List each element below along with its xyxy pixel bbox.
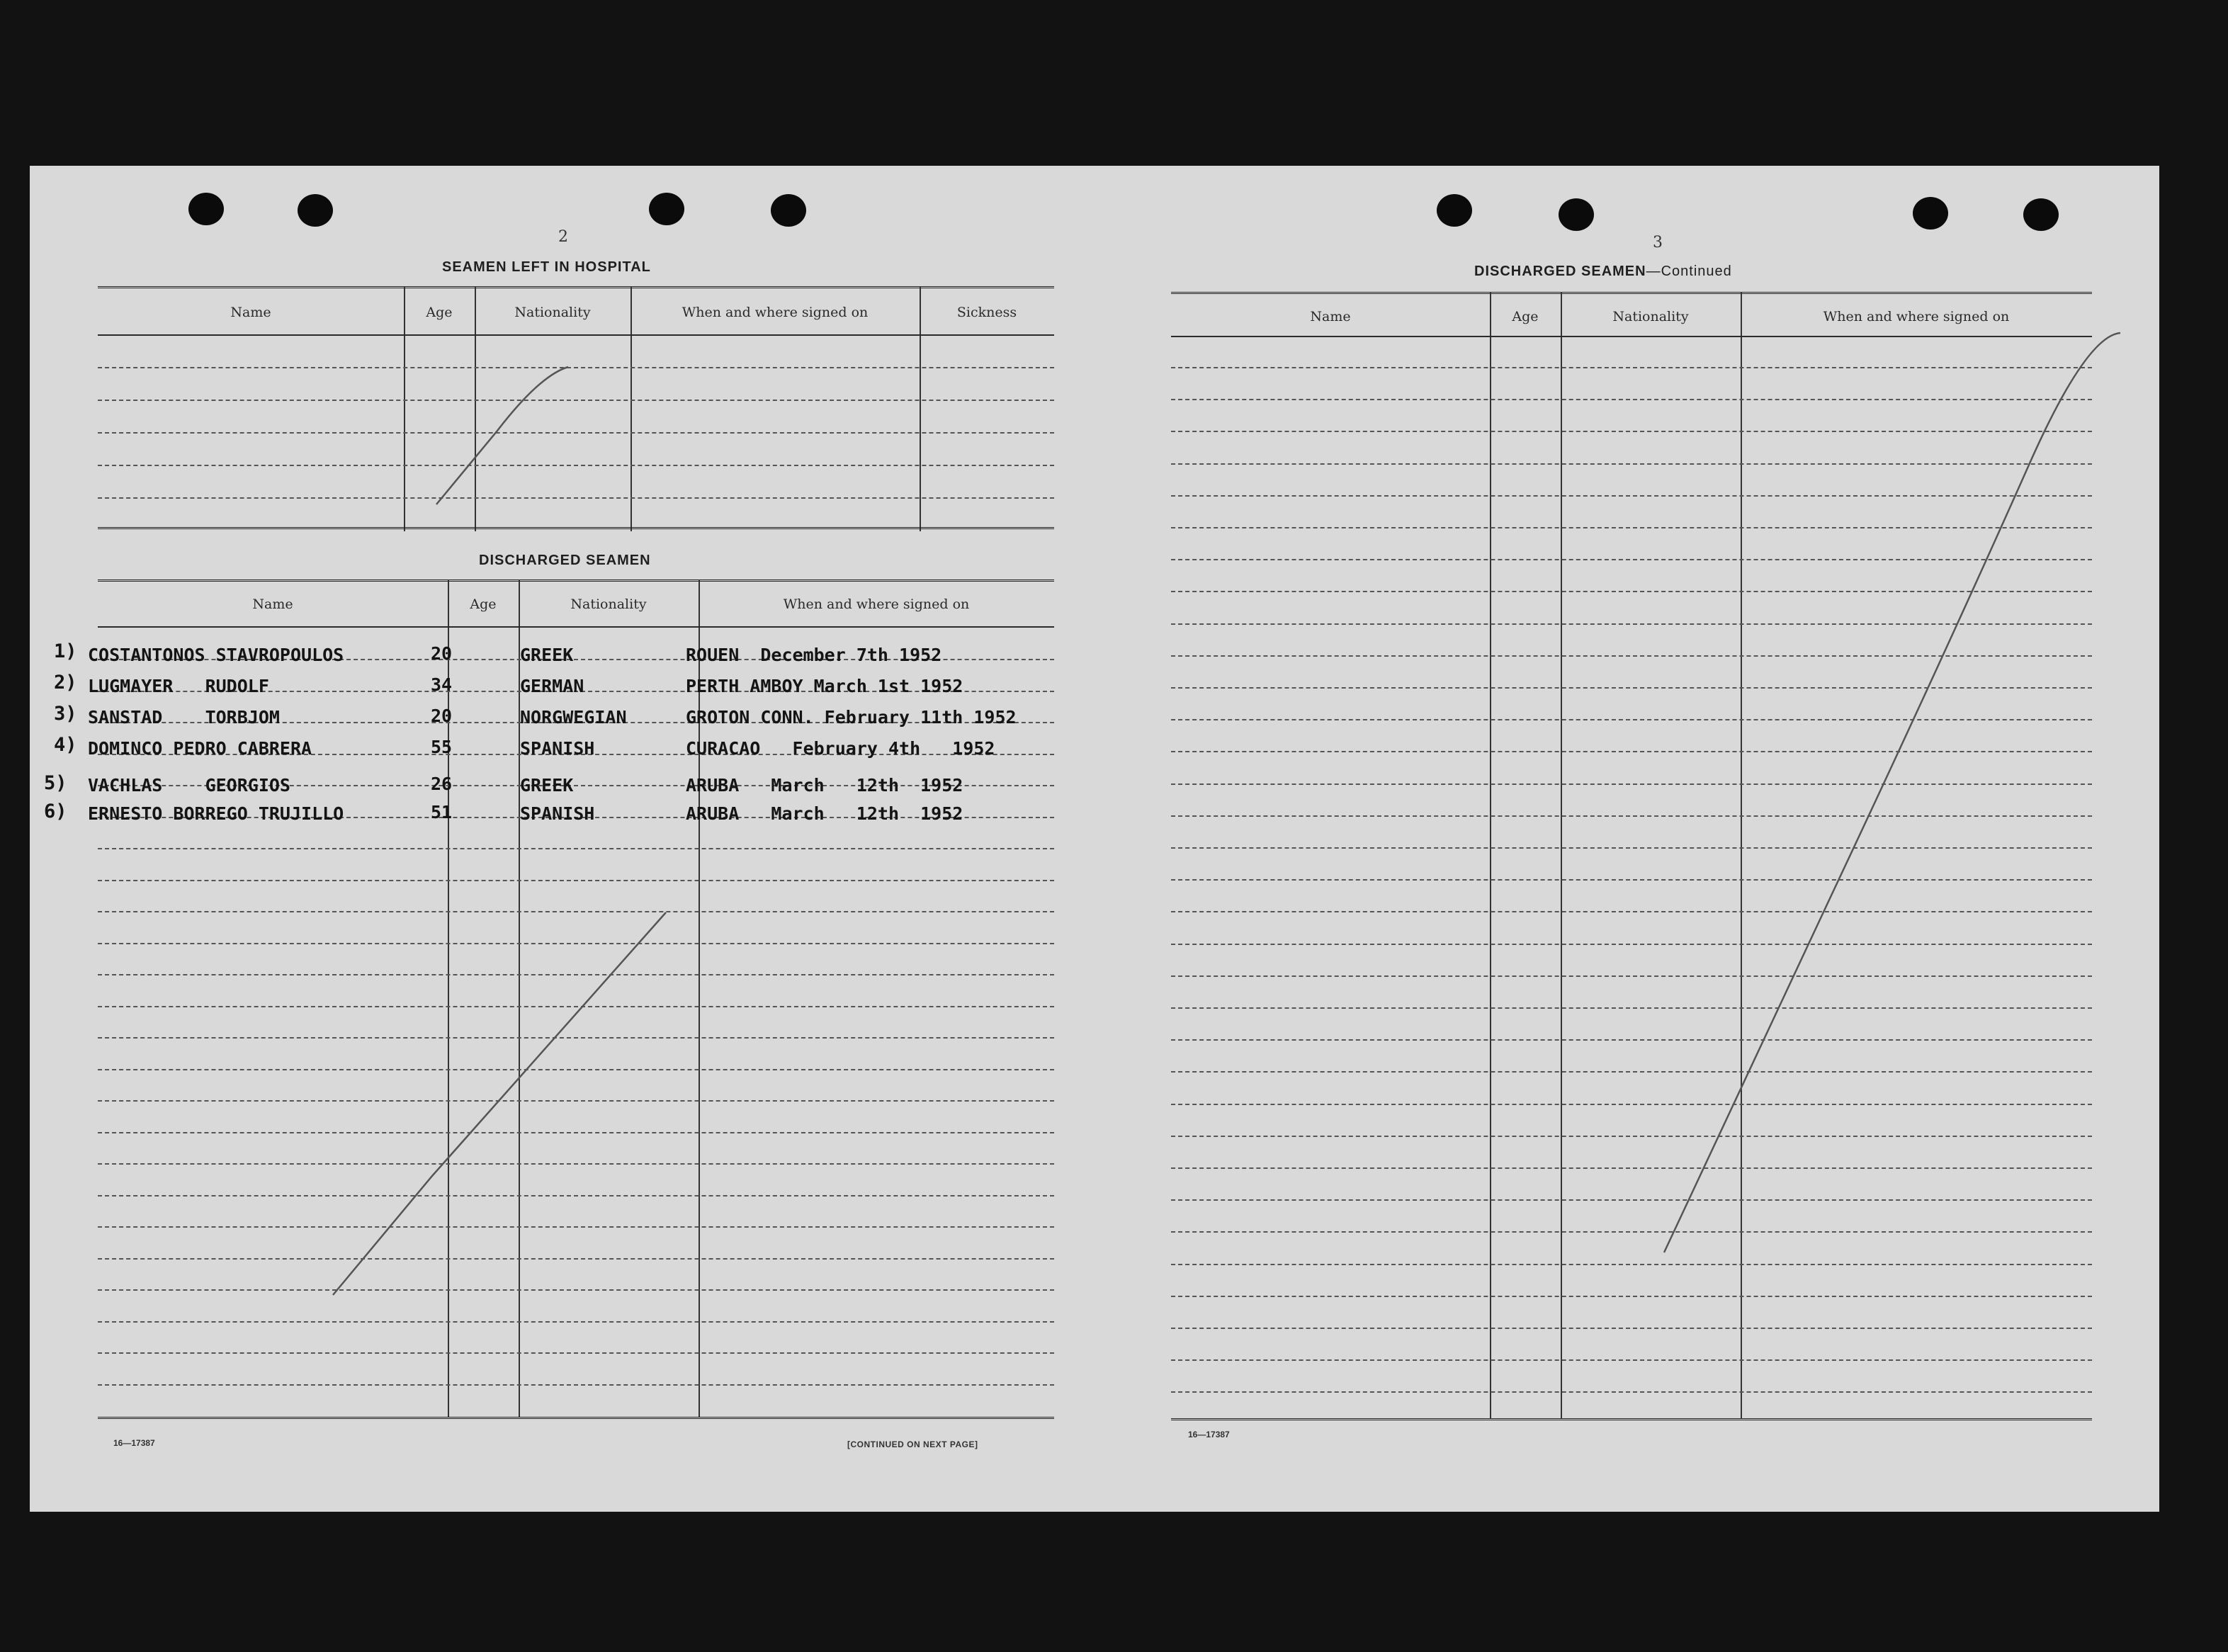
row-number: 2) xyxy=(54,672,77,694)
seaman-signed-on: ROUEN December 7th 1952 xyxy=(686,645,942,665)
seaman-nationality: NORGWEGIAN xyxy=(520,707,627,728)
continued-note: [CONTINUED ON NEXT PAGE] xyxy=(847,1439,978,1449)
seaman-signed-on: GROTON CONN. February 11th 1952 xyxy=(686,707,1017,728)
left-page xyxy=(30,166,1095,1512)
col-header-signed-on: When and where signed on xyxy=(783,596,970,612)
col-header-age: Age xyxy=(426,305,453,320)
col-header-name: Name xyxy=(252,596,293,612)
col-header-nationality: Nationality xyxy=(570,596,647,612)
col-header-name: Name xyxy=(230,305,271,320)
seaman-name: COSTANTONOS STAVROPOULOS xyxy=(88,645,344,665)
seaman-age: 51 xyxy=(431,802,453,822)
discharged-section-title: DISCHARGED SEAMEN xyxy=(479,553,651,568)
seaman-nationality: GREEK xyxy=(520,775,574,796)
col-header-nationality: Nationality xyxy=(1612,309,1689,324)
seaman-nationality: SPANISH xyxy=(520,803,595,824)
document-sheet xyxy=(30,166,2159,1512)
seaman-age: 26 xyxy=(431,774,453,794)
hospital-section-title: SEAMEN LEFT IN HOSPITAL xyxy=(442,259,651,275)
col-header-name: Name xyxy=(1310,309,1351,324)
seaman-age: 34 xyxy=(431,674,453,695)
page-number: 3 xyxy=(1653,234,1663,251)
col-header-sickness: Sickness xyxy=(956,305,1017,320)
col-header-signed-on: When and where signed on xyxy=(1823,309,2010,324)
seaman-signed-on: ARUBA March 12th 1952 xyxy=(686,803,963,824)
seaman-name: VACHLAS GEORGIOS xyxy=(88,775,290,796)
row-number: 1) xyxy=(54,640,77,662)
seaman-name: ERNESTO BORREGO TRUJILLO xyxy=(88,803,344,824)
seaman-signed-on: ARUBA March 12th 1952 xyxy=(686,775,963,796)
page-title-main: DISCHARGED SEAMEN xyxy=(1474,264,1646,279)
row-number: 3) xyxy=(54,703,77,725)
seaman-nationality: GERMAN xyxy=(520,676,584,696)
right-page xyxy=(1095,166,2159,1512)
seaman-age: 55 xyxy=(431,737,453,757)
seaman-name: DOMINCO PEDRO CABRERA xyxy=(88,738,312,759)
row-number: 5) xyxy=(44,772,67,794)
seaman-age: 20 xyxy=(431,706,453,726)
col-header-age: Age xyxy=(470,596,497,612)
seaman-signed-on: PERTH AMBOY March 1st 1952 xyxy=(686,676,963,696)
page-title-continued: —Continued xyxy=(1646,264,1732,279)
row-number: 4) xyxy=(54,734,77,756)
col-header-nationality: Nationality xyxy=(514,305,591,320)
seaman-nationality: GREEK xyxy=(520,645,574,665)
pencil-cancel-mark xyxy=(30,166,1095,1512)
pencil-cancel-mark xyxy=(1095,166,2159,1512)
col-header-age: Age xyxy=(1512,309,1539,324)
page-number: 2 xyxy=(558,228,568,246)
seaman-name: LUGMAYER RUDOLF xyxy=(88,676,269,696)
seaman-name: SANSTAD TORBJOM xyxy=(88,707,280,728)
form-number: 16—17387 xyxy=(113,1438,155,1448)
form-number: 16—17387 xyxy=(1188,1430,1230,1439)
seaman-nationality: SPANISH xyxy=(520,738,595,759)
col-header-signed-on: When and where signed on xyxy=(682,305,869,320)
seaman-signed-on: CURACAO February 4th 1952 xyxy=(686,738,995,759)
seaman-age: 20 xyxy=(431,643,453,664)
row-number: 6) xyxy=(44,800,67,822)
